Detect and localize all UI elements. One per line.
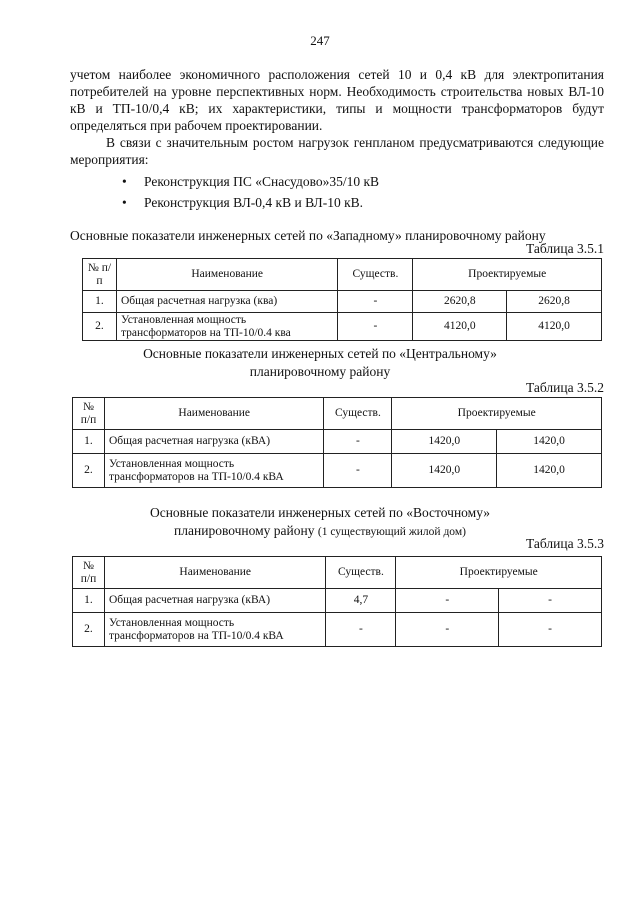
table-3-header-projected: Проектируемые xyxy=(396,557,602,589)
table-cell-num: 2. xyxy=(73,454,105,488)
table-3-caption-line-1: Основные показатели инженерных сетей по «Восточному» xyxy=(149,505,491,520)
table-cell-name: Общая расчетная нагрузка (кВА) xyxy=(104,430,324,454)
table-row xyxy=(73,430,602,454)
measures-list xyxy=(122,171,379,213)
table-cell-existing: - xyxy=(324,454,392,488)
table-1 xyxy=(82,258,602,341)
table-row xyxy=(73,454,602,488)
table-cell-existing: 4,7 xyxy=(326,589,396,613)
table-cell-projected-1: 4120,0 xyxy=(413,313,507,341)
table-1-header-projected: Проектируемые xyxy=(413,259,602,291)
measures-list-item: • Реконструкция ПС «Снасудово»35/10 кВ xyxy=(122,171,379,192)
table-3-header-existing: Существ. xyxy=(326,557,396,589)
table-cell-name: Установленная мощность трансформаторов на ТП-10/0.4 ква xyxy=(116,313,338,341)
table-2-caption-line-2: планировочному району xyxy=(249,364,391,379)
table-3-label: Таблица 3.5.3 xyxy=(526,536,604,551)
table-1-header-name: Наименование xyxy=(116,259,338,291)
table-cell-projected-2: - xyxy=(499,613,602,647)
page-number: 247 xyxy=(310,33,330,48)
table-cell-existing: - xyxy=(338,313,413,341)
table-1-label: Таблица 3.5.1 xyxy=(526,241,604,256)
table-cell-name: Установленная мощность трансформаторов на ТП-10/0.4 кВА xyxy=(104,454,324,488)
body-paragraph-1: учетом наиболее экономичного расположения сетей 10 и 0,4 кВ для электропитания потребителей на уровне перспективных норм. Необходимость строительства новых ВЛ-10 кВ и ТП-10/0,4 кВ; их характеристики, типы и мощности трансформаторов будут определяться при рабочем проектировании. xyxy=(70,67,604,133)
table-row xyxy=(73,589,602,613)
table-2-header-existing: Существ. xyxy=(324,398,392,430)
table-cell-projected-1: - xyxy=(396,613,499,647)
table-3 xyxy=(72,556,602,647)
table-cell-projected-2: 2620,8 xyxy=(507,291,602,313)
table-3-header-num: № п/п xyxy=(73,557,105,589)
table-row xyxy=(83,291,602,313)
table-cell-projected-2: - xyxy=(499,589,602,613)
table-cell-projected-2: 4120,0 xyxy=(507,313,602,341)
table-1-header-existing: Существ. xyxy=(338,259,413,291)
table-cell-projected-2: 1420,0 xyxy=(497,430,602,454)
table-cell-projected-1: 1420,0 xyxy=(392,454,497,488)
table-row xyxy=(83,313,602,341)
table-2-caption-line-1: Основные показатели инженерных сетей по «Центральному» xyxy=(143,346,497,361)
table-3-caption-note: (1 существующий жилой дом) xyxy=(317,526,466,538)
measures-list-item: • Реконструкция ВЛ-0,4 кВ и ВЛ-10 кВ. xyxy=(122,192,379,213)
table-2-header-projected: Проектируемые xyxy=(392,398,602,430)
table-cell-num: 1. xyxy=(73,430,105,454)
table-cell-num: 1. xyxy=(83,291,117,313)
table-cell-num: 1. xyxy=(73,589,105,613)
table-1-caption: Основные показатели инженерных сетей по «Западному» планировочному району xyxy=(70,228,546,243)
table-2-header-num: № п/п xyxy=(73,398,105,430)
table-1-header-num: № п/п xyxy=(83,259,117,291)
table-cell-projected-2: 1420,0 xyxy=(497,454,602,488)
table-3-header-name: Наименование xyxy=(104,557,326,589)
table-2-label: Таблица 3.5.2 xyxy=(526,380,604,395)
table-cell-num: 2. xyxy=(73,613,105,647)
table-row xyxy=(73,613,602,647)
table-3-caption-main: планировочному району xyxy=(174,523,315,538)
table-cell-projected-1: 1420,0 xyxy=(392,430,497,454)
table-cell-name: Общая расчетная нагрузка (кВА) xyxy=(104,589,326,613)
body-paragraph-2: В связи с значительным ростом нагрузок генпланом предусматриваются следующие мероприятия: xyxy=(70,135,604,167)
table-cell-projected-1: - xyxy=(396,589,499,613)
table-cell-existing: - xyxy=(326,613,396,647)
table-cell-name: Установленная мощность трансформаторов на ТП-10/0.4 кВА xyxy=(104,613,326,647)
table-cell-existing: - xyxy=(324,430,392,454)
table-cell-existing: - xyxy=(338,291,413,313)
table-cell-name: Общая расчетная нагрузка (ква) xyxy=(116,291,338,313)
table-2 xyxy=(72,397,602,488)
table-cell-projected-1: 2620,8 xyxy=(413,291,507,313)
table-2-header-name: Наименование xyxy=(104,398,324,430)
table-cell-num: 2. xyxy=(83,313,117,341)
